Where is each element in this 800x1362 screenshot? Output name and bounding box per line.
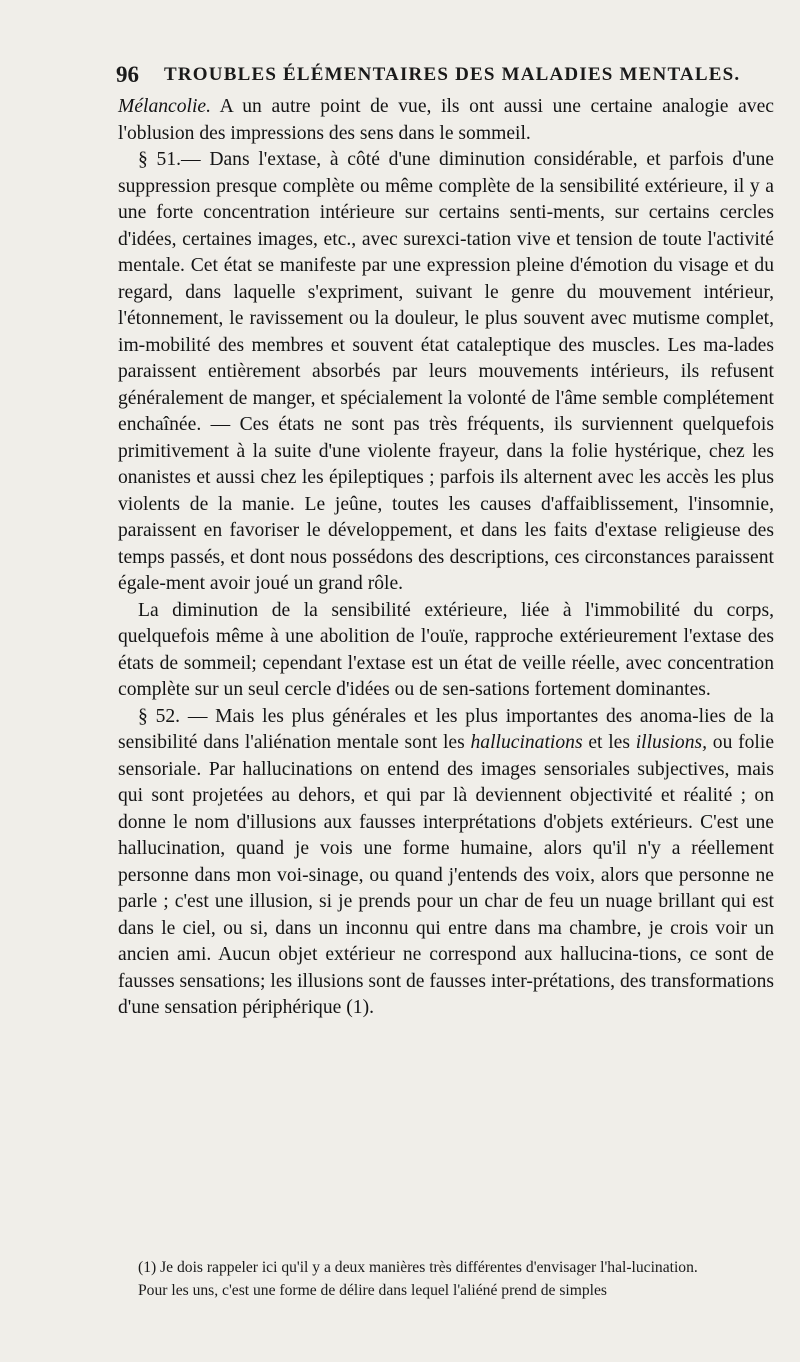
running-title: TROUBLES ÉLÉMENTAIRES DES MALADIES MENTALES. <box>164 64 741 85</box>
footnotes <box>118 1256 774 1302</box>
paragraph-section-51 <box>118 147 774 598</box>
paragraph-extase-sommeil <box>118 598 774 704</box>
footnote-continuation: Pour les uns, c'est une forme de délire dans lequel l'aliéné prend de simples <box>138 1282 607 1299</box>
paragraph-text: A un autre point de vue, ils ont aussi une certaine analogie avec l'oblusion des impressions des sens dans le sommeil. <box>118 96 774 144</box>
page-header <box>116 62 776 92</box>
paragraph-text: La diminution de la sensibilité extérieure, liée à l'immobilité du corps, quelquefois même à une abolition de l'ouïe, rapproche extérieurement l'extase des états de sommeil; cependant l'extase est un état de veille réelle, avec concentration complète sur un seul cercle d'idées ou de sen-sations fortement dominantes. <box>118 599 774 700</box>
main-text <box>118 94 774 1022</box>
footnote-1: (1) Je dois rappeler ici qu'il y a deux manières très différentes d'envisager l'hal-lucination. <box>138 1259 698 1276</box>
paragraph-text: § 52. — Mais les plus générales et les plus importantes des anoma-lies de la sensibilité dans l'aliénation mentale sont les <box>118 705 774 753</box>
italic-term-hallucinations: hallucinations <box>470 732 583 753</box>
paragraph-text: § 51.— Dans l'extase, à côté d'une diminution considérable, et parfois d'une suppression presque complète ou même complète de la sensibilité extérieure, il y a une forte concentration intérieure sur certains senti-ments, sur certains cercles d'idées, certaines images, etc., avec surexci-tation vive et tension de toute l'activité mentale. Cet état se manifeste par une expression pleine d'émotion du visage et du regard, dans laquelle s'expriment, suivant le genre du mouvement intérieur, l'étonnement, le ravissement ou la douleur, le plus souvent avec mutisme complet, im-mobilité des membres et souvent état cataleptique des muscles. Les ma-lades paraissent entièrement absorbés par leurs mouvements intérieurs, ils refusent généralement de manger, et spécialement la volonté de l'âme semble complétement enchaînée. — Ces états ne sont pas très fréquents, ils surviennent quelquefois primitivement à la suite d'une violente frayeur, dans la folie hystérique, chez les onanistes et aussi chez les épileptiques ; parfois ils alternent avec les accès les plus violents de la manie. Le jeûne, toutes les causes d'affaiblissement, l'insomnie, paraissent en favoriser le développement, et dans les faits d'extase religieuse des temps passés, et dont nous possédons des descriptions, ces circonstances paraissent égale-ment avoir joué un grand rôle. <box>118 149 774 594</box>
italic-term-illusions: illusions, <box>635 732 708 753</box>
paragraph-text: ou folie sensoriale. Par hallucinations on entend des images sensoriales subjectives, mais qui sont projetées au dehors, et qui par là deviennent objectivité et réalité ; on donne le nom d'illusions aux fausses interprétations d'objets extérieurs. C'est une hallucination, quand je vois une forme humaine, alors qu'il n'y a réellement personne dans mon voi-sinage, ou quand j'entends des voix, alors que personne ne parle ; c'est une illusion, si je prends pour un char de feu un nuage brillant qui est dans le ciel, ou si, dans un inconnu qui entre dans ma chambre, je crois voir un ancien ami. Aucun objet extérieur ne correspond aux hallucina-tions, ce sont de fausses sensations; les illusions sont de fausses inter-prétations, des transformations d'une sensation périphérique (1). <box>118 732 775 1018</box>
italic-term: Mélancolie. <box>118 96 212 117</box>
page-number: 96 <box>116 62 139 87</box>
paragraph-melancolie <box>118 94 774 147</box>
paragraph-text: et les <box>582 732 636 753</box>
paragraph-section-52 <box>118 704 774 1022</box>
